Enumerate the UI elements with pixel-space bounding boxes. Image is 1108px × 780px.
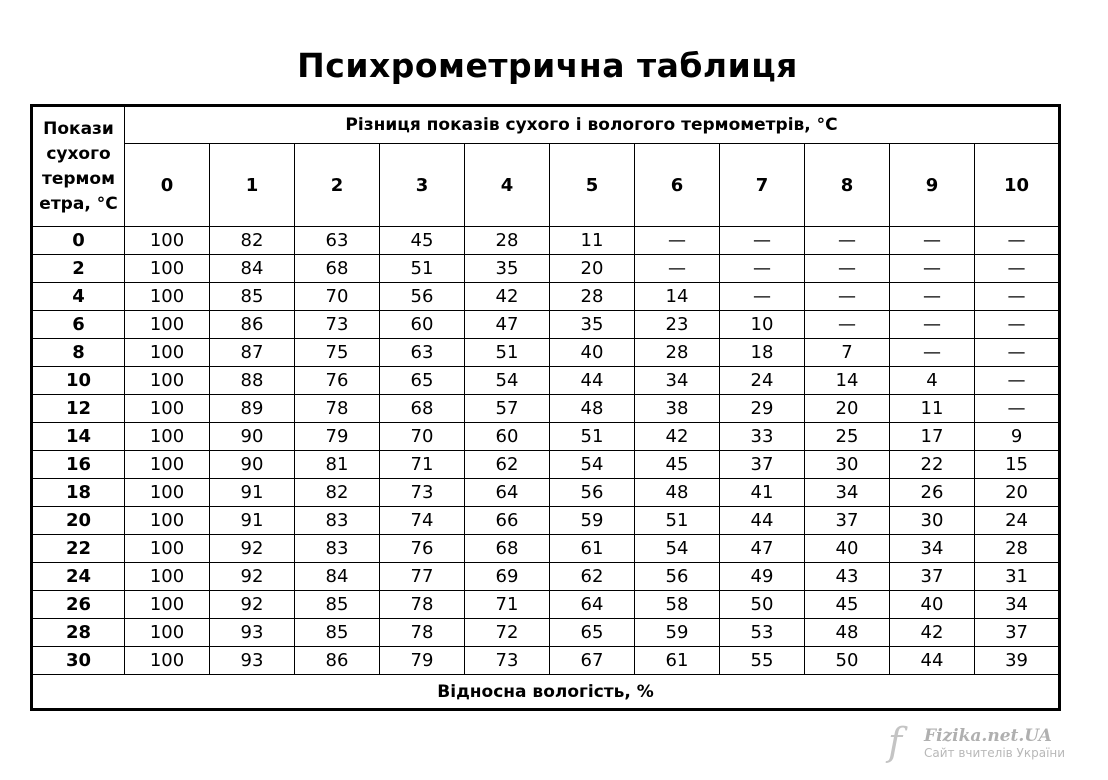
humidity-cell: 18 [720, 339, 805, 367]
humidity-cell: 100 [125, 451, 210, 479]
table-row [32, 227, 1060, 255]
dry-temp-cell: 10 [32, 367, 125, 395]
column-header-1: 1 [210, 144, 295, 227]
humidity-cell: 100 [125, 283, 210, 311]
humidity-cell: 42 [635, 423, 720, 451]
humidity-cell: 48 [550, 395, 635, 423]
humidity-cell: 34 [635, 367, 720, 395]
column-header-6: 6 [635, 144, 720, 227]
difference-header: Різниця показів сухого і вологого термометрів, °С [125, 106, 1060, 144]
dry-temp-cell: 14 [32, 423, 125, 451]
dry-temp-cell: 30 [32, 647, 125, 675]
table-row [32, 255, 1060, 283]
humidity-cell: 71 [380, 451, 465, 479]
corner-line: Покази [43, 118, 114, 139]
humidity-cell: 54 [550, 451, 635, 479]
humidity-cell: 37 [805, 507, 890, 535]
humidity-cell: — [890, 339, 975, 367]
humidity-cell: 56 [380, 283, 465, 311]
humidity-cell: 7 [805, 339, 890, 367]
humidity-cell: 65 [550, 619, 635, 647]
humidity-cell: 86 [295, 647, 380, 675]
humidity-cell: — [890, 283, 975, 311]
humidity-cell: 82 [210, 227, 295, 255]
humidity-cell: 45 [380, 227, 465, 255]
humidity-cell: 4 [890, 367, 975, 395]
humidity-cell: — [805, 311, 890, 339]
humidity-cell: — [975, 395, 1060, 423]
humidity-cell: 62 [465, 451, 550, 479]
humidity-cell: 74 [380, 507, 465, 535]
dry-temp-cell: 22 [32, 535, 125, 563]
humidity-cell: 28 [975, 535, 1060, 563]
humidity-cell: 100 [125, 563, 210, 591]
humidity-cell: 44 [550, 367, 635, 395]
humidity-cell: — [890, 227, 975, 255]
humidity-cell: 91 [210, 479, 295, 507]
dry-temp-cell: 26 [32, 591, 125, 619]
humidity-cell: 48 [635, 479, 720, 507]
humidity-cell: 51 [380, 255, 465, 283]
humidity-cell: 59 [550, 507, 635, 535]
table-row [32, 479, 1060, 507]
table-row [32, 591, 1060, 619]
humidity-cell: 56 [635, 563, 720, 591]
humidity-cell: 73 [295, 311, 380, 339]
table-row [32, 563, 1060, 591]
humidity-cell: 45 [635, 451, 720, 479]
humidity-cell: 79 [295, 423, 380, 451]
humidity-cell: — [975, 339, 1060, 367]
humidity-cell: 100 [125, 619, 210, 647]
humidity-cell: 40 [890, 591, 975, 619]
humidity-cell: 41 [720, 479, 805, 507]
humidity-cell: 100 [125, 227, 210, 255]
humidity-cell: 14 [805, 367, 890, 395]
humidity-cell: 100 [125, 311, 210, 339]
humidity-cell: 84 [210, 255, 295, 283]
humidity-cell: 100 [125, 591, 210, 619]
humidity-cell: 15 [975, 451, 1060, 479]
dry-temp-cell: 16 [32, 451, 125, 479]
humidity-cell: — [720, 283, 805, 311]
humidity-cell: 49 [720, 563, 805, 591]
humidity-cell: 65 [380, 367, 465, 395]
dry-temp-cell: 2 [32, 255, 125, 283]
dry-temp-cell: 6 [32, 311, 125, 339]
column-header-8: 8 [805, 144, 890, 227]
humidity-cell: 57 [465, 395, 550, 423]
humidity-cell: 40 [550, 339, 635, 367]
humidity-cell: 88 [210, 367, 295, 395]
humidity-cell: 24 [720, 367, 805, 395]
humidity-cell: 37 [890, 563, 975, 591]
humidity-cell: 73 [380, 479, 465, 507]
humidity-cell: 54 [635, 535, 720, 563]
humidity-cell: 67 [550, 647, 635, 675]
humidity-cell: 34 [975, 591, 1060, 619]
humidity-cell: 9 [975, 423, 1060, 451]
table-row [32, 283, 1060, 311]
humidity-cell: 87 [210, 339, 295, 367]
humidity-cell: 42 [890, 619, 975, 647]
humidity-cell: 81 [295, 451, 380, 479]
table-row [32, 535, 1060, 563]
humidity-cell: 20 [550, 255, 635, 283]
humidity-cell: 48 [805, 619, 890, 647]
humidity-cell: 29 [720, 395, 805, 423]
humidity-cell: 100 [125, 647, 210, 675]
humidity-cell: 28 [635, 339, 720, 367]
corner-line: етра, °С [39, 193, 118, 214]
humidity-cell: 100 [125, 479, 210, 507]
humidity-cell: 51 [635, 507, 720, 535]
humidity-cell: 30 [890, 507, 975, 535]
humidity-cell: — [975, 255, 1060, 283]
column-header-4: 4 [465, 144, 550, 227]
humidity-cell: 43 [805, 563, 890, 591]
watermark-site: Fizika.net.UA [924, 726, 1052, 746]
humidity-cell: — [975, 367, 1060, 395]
humidity-cell: — [890, 311, 975, 339]
corner-line: сухого [46, 143, 111, 164]
humidity-cell: 60 [465, 423, 550, 451]
humidity-cell: 34 [890, 535, 975, 563]
humidity-cell: 35 [550, 311, 635, 339]
humidity-cell: 100 [125, 535, 210, 563]
humidity-cell: 24 [975, 507, 1060, 535]
humidity-cell: 51 [465, 339, 550, 367]
humidity-cell: 60 [380, 311, 465, 339]
table-row [32, 339, 1060, 367]
corner-line: термом [41, 168, 116, 189]
dry-temp-cell: 8 [32, 339, 125, 367]
humidity-cell: 92 [210, 591, 295, 619]
humidity-cell: 17 [890, 423, 975, 451]
humidity-cell: — [635, 227, 720, 255]
table-body [32, 227, 1060, 675]
humidity-cell: 68 [295, 255, 380, 283]
table-row [32, 451, 1060, 479]
column-header-3: 3 [380, 144, 465, 227]
humidity-cell: 90 [210, 451, 295, 479]
humidity-cell: 85 [210, 283, 295, 311]
humidity-cell: 78 [380, 619, 465, 647]
humidity-cell: 68 [465, 535, 550, 563]
humidity-cell: 91 [210, 507, 295, 535]
humidity-cell: 11 [550, 227, 635, 255]
humidity-cell: — [890, 255, 975, 283]
humidity-cell: 50 [805, 647, 890, 675]
humidity-cell: 59 [635, 619, 720, 647]
humidity-cell: 51 [550, 423, 635, 451]
humidity-cell: 61 [550, 535, 635, 563]
watermark-logo-icon: f [888, 720, 903, 764]
humidity-cell: 69 [465, 563, 550, 591]
dry-temp-cell: 18 [32, 479, 125, 507]
humidity-cell: 72 [465, 619, 550, 647]
humidity-cell: 83 [295, 507, 380, 535]
humidity-cell: — [975, 227, 1060, 255]
psychrometric-table [30, 104, 1061, 711]
humidity-cell: 76 [380, 535, 465, 563]
dry-temp-cell: 12 [32, 395, 125, 423]
humidity-cell: 25 [805, 423, 890, 451]
humidity-cell: 14 [635, 283, 720, 311]
humidity-cell: 45 [805, 591, 890, 619]
humidity-cell: — [975, 311, 1060, 339]
humidity-cell: 28 [465, 227, 550, 255]
table-row [32, 619, 1060, 647]
humidity-cell: 70 [295, 283, 380, 311]
humidity-cell: — [720, 255, 805, 283]
relative-humidity-footer: Відносна вологість, % [32, 675, 1060, 710]
humidity-cell: 73 [465, 647, 550, 675]
dry-temp-cell: 28 [32, 619, 125, 647]
humidity-cell: 84 [295, 563, 380, 591]
humidity-cell: 92 [210, 535, 295, 563]
table-row [32, 367, 1060, 395]
humidity-cell: 42 [465, 283, 550, 311]
humidity-cell: 100 [125, 367, 210, 395]
watermark [888, 722, 1098, 770]
humidity-cell: 66 [465, 507, 550, 535]
humidity-cell: 26 [890, 479, 975, 507]
humidity-cell: 100 [125, 423, 210, 451]
humidity-cell: 85 [295, 619, 380, 647]
watermark-tagline: Сайт вчителів України [924, 746, 1066, 760]
humidity-cell: 56 [550, 479, 635, 507]
dry-thermometer-header [32, 106, 125, 227]
humidity-cell: 71 [465, 591, 550, 619]
humidity-cell: 83 [295, 535, 380, 563]
humidity-cell: 61 [635, 647, 720, 675]
humidity-cell: 53 [720, 619, 805, 647]
humidity-cell: 93 [210, 647, 295, 675]
humidity-cell: 31 [975, 563, 1060, 591]
humidity-cell: 70 [380, 423, 465, 451]
humidity-cell: 76 [295, 367, 380, 395]
table-row [32, 395, 1060, 423]
humidity-cell: 64 [550, 591, 635, 619]
humidity-cell: 86 [210, 311, 295, 339]
column-header-0: 0 [125, 144, 210, 227]
humidity-cell: 75 [295, 339, 380, 367]
humidity-cell: 10 [720, 311, 805, 339]
humidity-cell: 63 [380, 339, 465, 367]
humidity-cell: 77 [380, 563, 465, 591]
humidity-cell: 82 [295, 479, 380, 507]
column-header-10: 10 [975, 144, 1060, 227]
column-header-2: 2 [295, 144, 380, 227]
dry-temp-cell: 20 [32, 507, 125, 535]
humidity-cell: — [975, 283, 1060, 311]
humidity-cell: 58 [635, 591, 720, 619]
humidity-cell: 100 [125, 339, 210, 367]
table-row [32, 507, 1060, 535]
humidity-cell: 34 [805, 479, 890, 507]
humidity-cell: 38 [635, 395, 720, 423]
humidity-cell: 89 [210, 395, 295, 423]
humidity-cell: 33 [720, 423, 805, 451]
humidity-cell: — [720, 227, 805, 255]
column-header-7: 7 [720, 144, 805, 227]
humidity-cell: 90 [210, 423, 295, 451]
humidity-cell: — [635, 255, 720, 283]
humidity-cell: 23 [635, 311, 720, 339]
humidity-cell: 85 [295, 591, 380, 619]
table-row [32, 647, 1060, 675]
table-row [32, 423, 1060, 451]
humidity-cell: 50 [720, 591, 805, 619]
humidity-cell: 79 [380, 647, 465, 675]
humidity-cell: 44 [720, 507, 805, 535]
humidity-cell: 100 [125, 255, 210, 283]
humidity-cell: 37 [720, 451, 805, 479]
humidity-cell: 78 [295, 395, 380, 423]
humidity-cell: 39 [975, 647, 1060, 675]
humidity-cell: 30 [805, 451, 890, 479]
humidity-cell: 100 [125, 507, 210, 535]
humidity-cell: 20 [975, 479, 1060, 507]
humidity-cell: 55 [720, 647, 805, 675]
humidity-cell: 78 [380, 591, 465, 619]
column-header-5: 5 [550, 144, 635, 227]
humidity-cell: 47 [720, 535, 805, 563]
humidity-cell: — [805, 255, 890, 283]
dry-temp-cell: 4 [32, 283, 125, 311]
humidity-cell: 54 [465, 367, 550, 395]
humidity-cell: 22 [890, 451, 975, 479]
humidity-cell: — [805, 227, 890, 255]
humidity-cell: 93 [210, 619, 295, 647]
humidity-cell: 35 [465, 255, 550, 283]
humidity-cell: 37 [975, 619, 1060, 647]
humidity-cell: 28 [550, 283, 635, 311]
humidity-cell: 47 [465, 311, 550, 339]
humidity-cell: 62 [550, 563, 635, 591]
humidity-cell: 92 [210, 563, 295, 591]
humidity-cell: — [805, 283, 890, 311]
humidity-cell: 64 [465, 479, 550, 507]
dry-temp-cell: 24 [32, 563, 125, 591]
column-header-row [32, 144, 1060, 227]
humidity-cell: 20 [805, 395, 890, 423]
page-title: Психрометрична таблиця [297, 46, 798, 85]
humidity-cell: 100 [125, 395, 210, 423]
humidity-cell: 63 [295, 227, 380, 255]
humidity-cell: 40 [805, 535, 890, 563]
humidity-cell: 11 [890, 395, 975, 423]
column-header-9: 9 [890, 144, 975, 227]
table-row [32, 311, 1060, 339]
humidity-cell: 68 [380, 395, 465, 423]
dry-temp-cell: 0 [32, 227, 125, 255]
humidity-cell: 44 [890, 647, 975, 675]
